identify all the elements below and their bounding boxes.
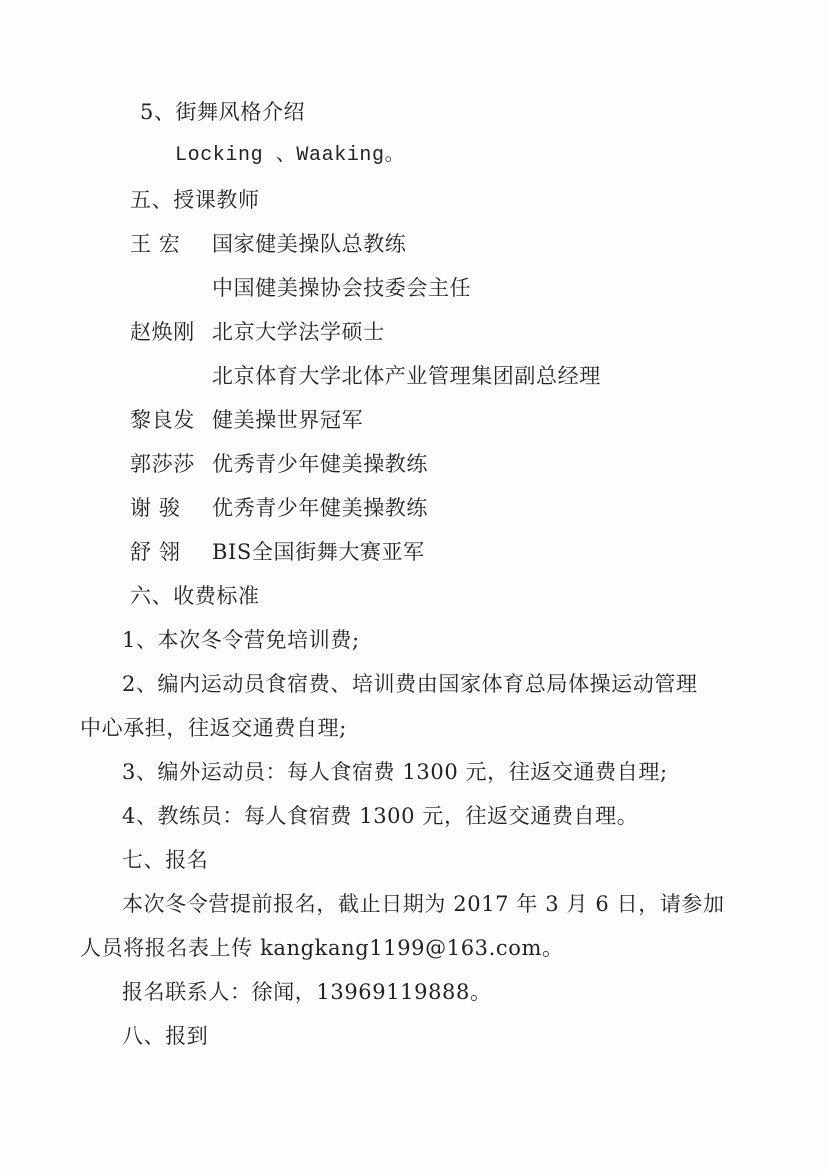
- teacher-name: 舒 翎: [130, 540, 181, 564]
- teacher-row: [130, 230, 406, 258]
- teacher-row: [130, 318, 385, 346]
- teacher-name: 谢 骏: [130, 496, 181, 520]
- teacher-name: 赵焕刚: [130, 320, 195, 344]
- fees-heading: 六、收费标准: [130, 584, 260, 608]
- signup-paragraph-continued: 人员将报名表上传 kangkang1199@163.com。: [80, 936, 564, 960]
- teacher-name: 黎良发: [130, 408, 195, 432]
- teacher-title: 健美操世界冠军: [212, 408, 364, 432]
- teacher-title-continued: 北京体育大学北体产业管理集团副总经理: [212, 364, 601, 388]
- signup-paragraph: 本次冬令营提前报名，截止日期为 2017 年 3 月 6 日，请参加: [122, 892, 725, 916]
- teacher-row: [130, 406, 363, 434]
- teacher-row: [130, 538, 425, 566]
- teacher-title: 国家健美操队总教练: [212, 232, 407, 256]
- teacher-title: 北京大学法学硕士: [212, 320, 385, 344]
- signup-heading: 七、报名: [122, 848, 209, 872]
- teacher-title: 优秀青少年健美操教练: [212, 496, 428, 520]
- teacher-title-continued: 中国健美操协会技委会主任: [212, 276, 472, 300]
- teacher-row: [130, 450, 428, 478]
- fee-item-continued: 中心承担，往返交通费自理;: [80, 716, 347, 740]
- fee-item: 1、本次冬令营免培训费;: [122, 628, 360, 652]
- teachers-heading: 五、授课教师: [130, 188, 260, 212]
- teacher-title: BIS全国街舞大赛亚军: [212, 540, 425, 564]
- teacher-title: 优秀青少年健美操教练: [212, 452, 428, 476]
- signup-contact: 报名联系人：徐闻，13969119888。: [122, 980, 492, 1004]
- teacher-name: 郭莎莎: [130, 452, 195, 476]
- teacher-name: 王 宏: [130, 232, 181, 256]
- checkin-heading: 八、报到: [122, 1024, 209, 1048]
- teacher-row: [130, 494, 428, 522]
- fee-item: 4、教练员：每人食宿费 1300 元，往返交通费自理。: [122, 804, 639, 828]
- dance-styles-text: Locking 、Waaking。: [175, 144, 406, 167]
- fee-item: 3、编外运动员：每人食宿费 1300 元，往返交通费自理;: [122, 760, 668, 784]
- section5-heading: 5、街舞风格介绍: [140, 100, 306, 124]
- fee-item: 2、编内运动员食宿费、培训费由国家体育总局体操运动管理: [122, 672, 698, 696]
